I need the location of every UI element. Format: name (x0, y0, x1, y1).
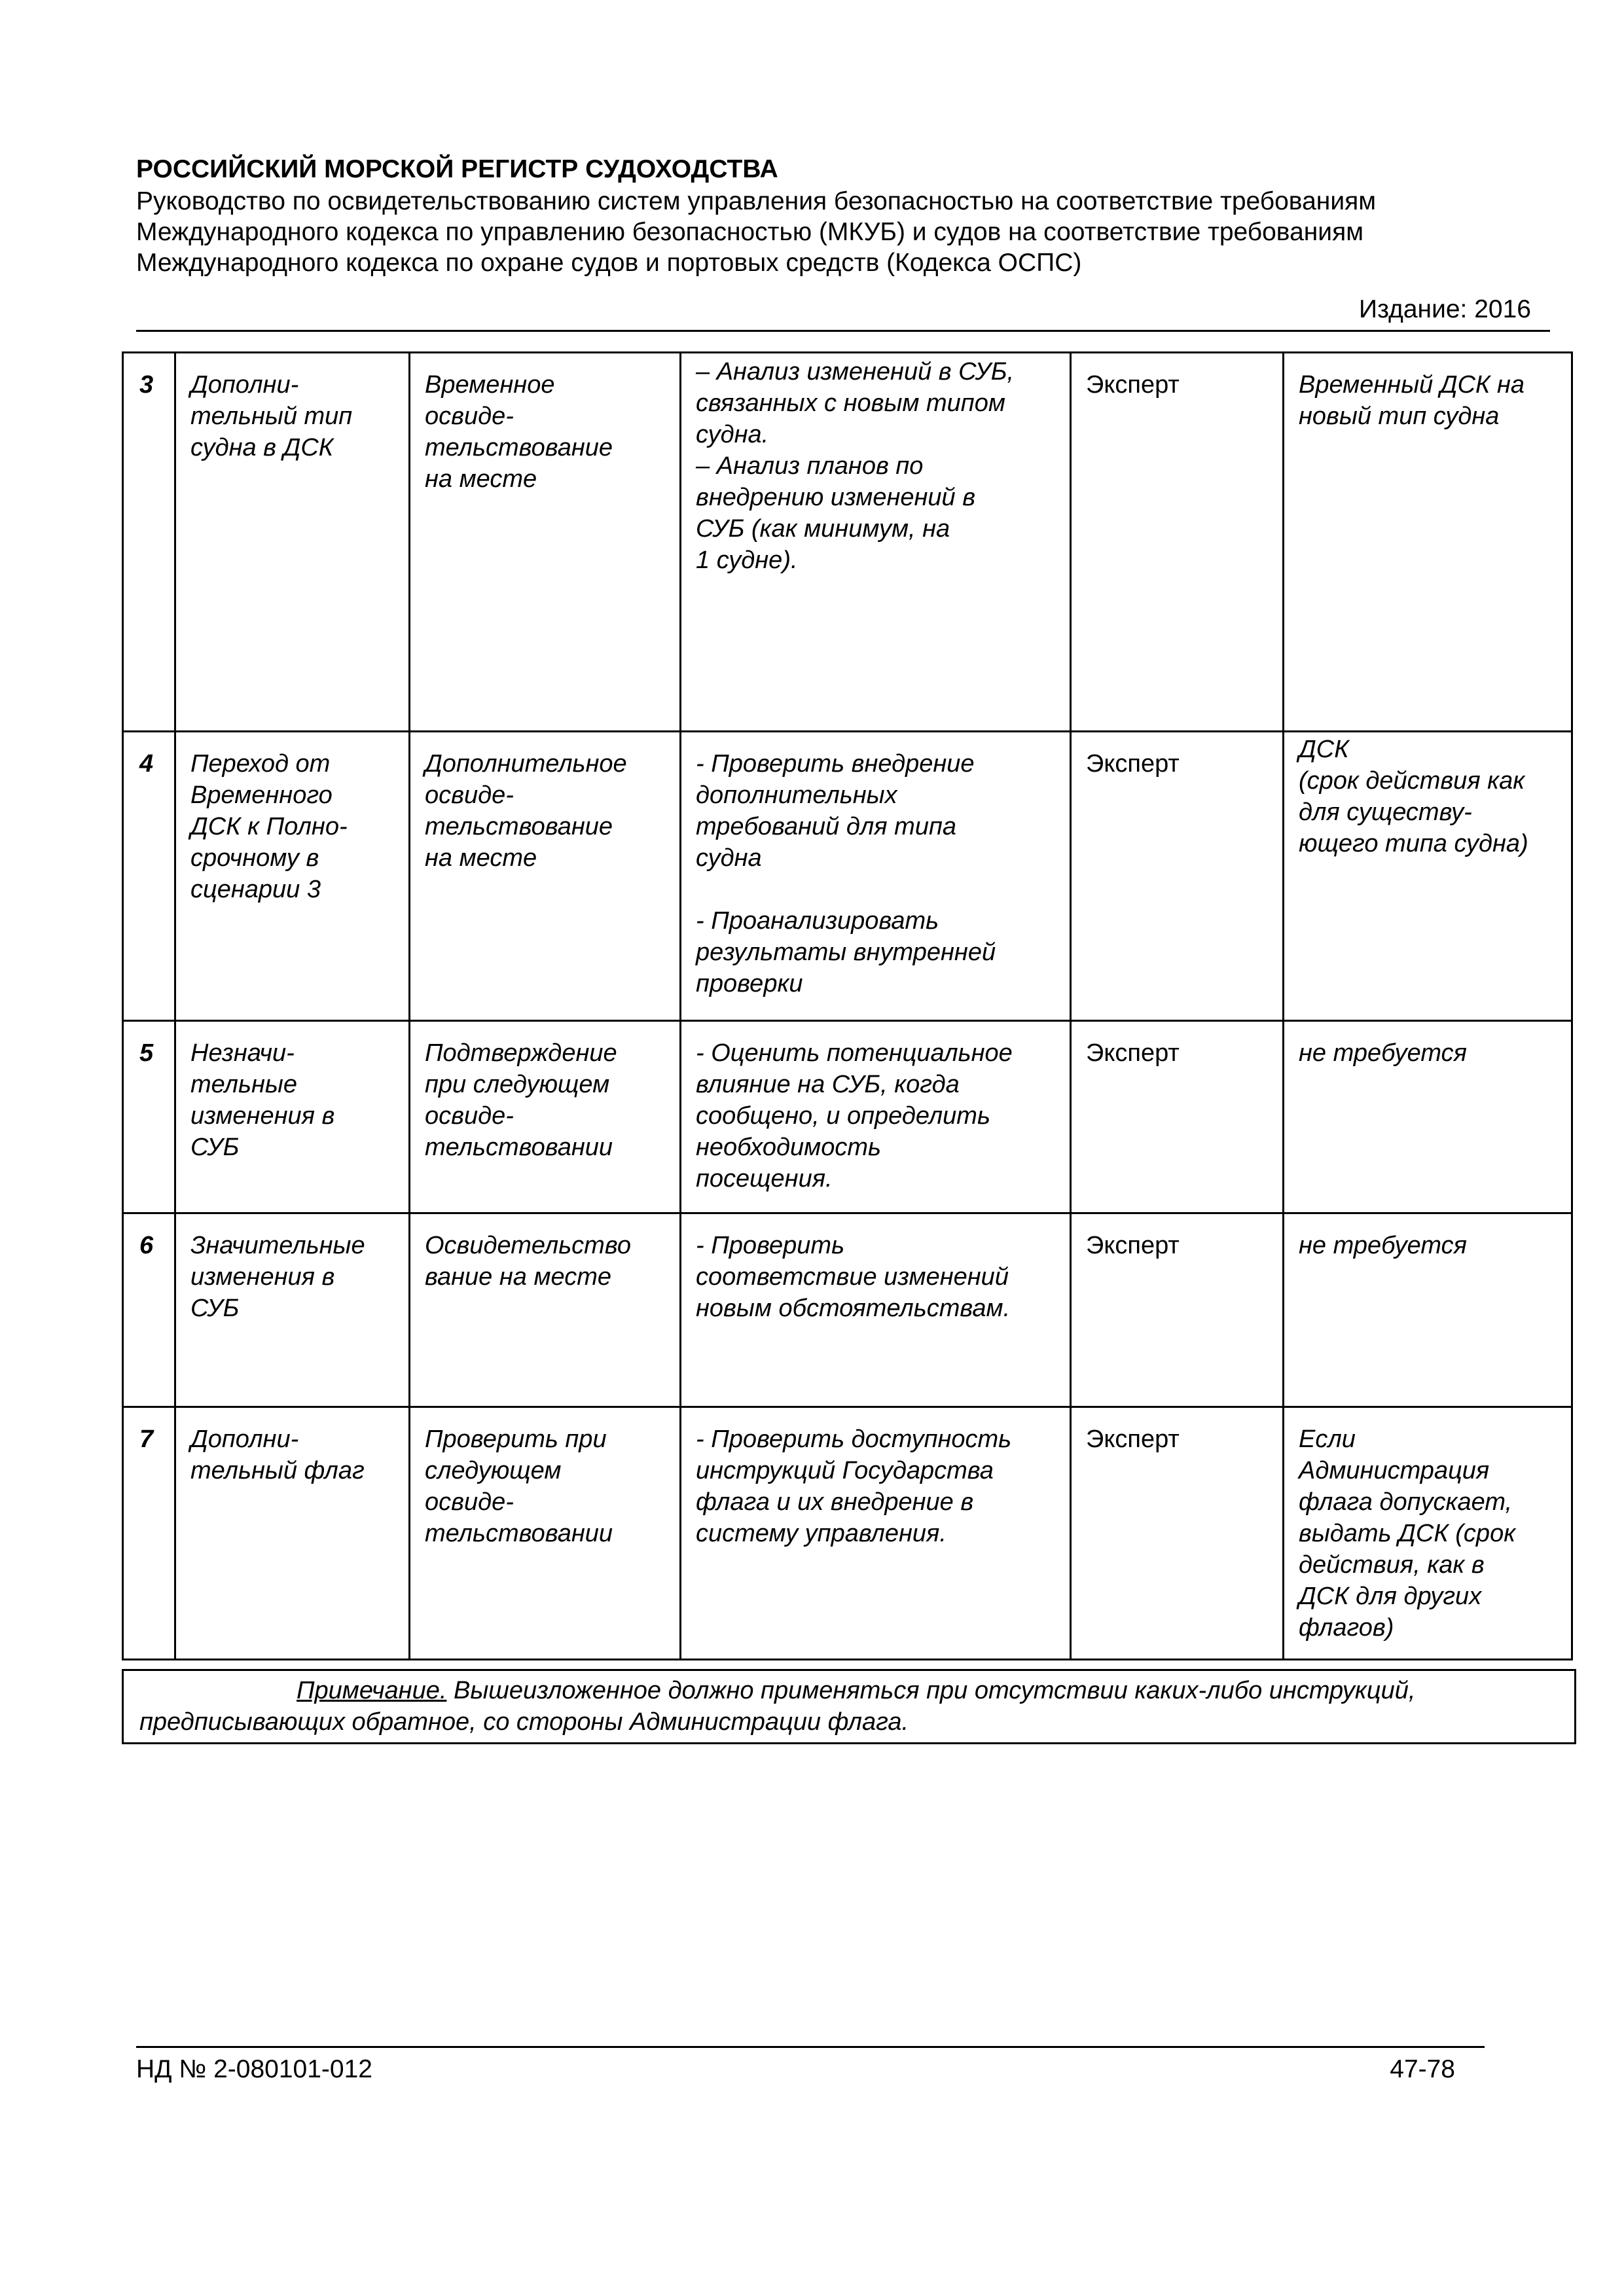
row-number: 4 (123, 732, 175, 1021)
change-cell: Незначи- тельные изменения в СУБ (175, 1021, 410, 1213)
header-rule (136, 330, 1550, 332)
footer-rule (136, 2046, 1485, 2048)
document-header (136, 154, 1543, 278)
action-cell: Дополнительное освиде- тельствование на месте (410, 732, 681, 1021)
page-number: 47-78 (1390, 2055, 1455, 2083)
table-row (123, 1407, 1572, 1660)
organization-name: РОССИЙСКИЙ МОРСКОЙ РЕГИСТР СУДОХОДСТВА (136, 155, 778, 183)
performer-cell: Эксперт (1071, 1407, 1284, 1660)
result-cell: Временный ДСК на новый тип судна (1284, 353, 1572, 732)
row-number: 3 (123, 353, 175, 732)
action-cell: Проверить при следующем освиде- тельствовании (410, 1407, 681, 1660)
scope-cell: - Оценить потенциальное влияние на СУБ, когда сообщено, и определить необходимость посещения. (681, 1021, 1071, 1213)
performer-cell: Эксперт (1071, 1213, 1284, 1407)
change-cell: Переход от Временного ДСК к Полно- срочному в сценарии 3 (175, 732, 410, 1021)
change-cell: Дополни- тельный флаг (175, 1407, 410, 1660)
document-subtitle: Руководство по освидетельствованию систем управления безопасностью на соответствие требованиям Международного кодекса по управлению безопасностью (МКУБ) и судов на соответствие требованиям Международного кодекса по охране судов и портовых средств (Кодекса ОСПС) (136, 187, 1377, 277)
table-row (123, 1213, 1572, 1407)
action-cell: Подтверждение при следующем освиде- тельствовании (410, 1021, 681, 1213)
change-cell: Дополни- тельный тип судна в ДСК (175, 353, 410, 732)
row-number: 5 (123, 1021, 175, 1213)
note-box (122, 1669, 1576, 1744)
performer-cell: Эксперт (1071, 732, 1284, 1021)
action-cell: Временное освиде- тельствование на месте (410, 353, 681, 732)
result-cell: не требуется (1284, 1021, 1572, 1213)
edition-label: Издание: 2016 (1359, 295, 1531, 323)
document-number: НД № 2-080101-012 (136, 2055, 372, 2083)
table-row (123, 732, 1572, 1021)
scope-cell: - Проверить доступность инструкций Государства флага и их внедрение в систему управления. (681, 1407, 1071, 1660)
table-row (123, 353, 1572, 732)
change-cell: Значительные изменения в СУБ (175, 1213, 410, 1407)
row-number: 7 (123, 1407, 175, 1660)
action-cell: Освидетельство вание на месте (410, 1213, 681, 1407)
scope-cell: - Проверить внедрение дополнительных требований для типа судна - Проанализировать результаты внутренней проверки (681, 732, 1071, 1021)
performer-cell: Эксперт (1071, 353, 1284, 732)
result-cell: ДСК (срок действия как для существу- ющего типа судна) (1284, 732, 1572, 1021)
row-number: 6 (123, 1213, 175, 1407)
note-text: Вышеизложенное должно применяться при отсутствии каких-либо инструкций, предписывающих обратное, со стороны Администрации флага. (139, 1677, 1416, 1736)
scope-cell: - Проверить соответствие изменений новым обстоятельствам. (681, 1213, 1071, 1407)
changes-table (122, 351, 1573, 1660)
scope-cell: – Анализ изменений в СУБ, связанных с новым типом судна. – Анализ планов по внедрению изменений в СУБ (как минимум, на 1 судне). (681, 353, 1071, 732)
performer-cell: Эксперт (1071, 1021, 1284, 1213)
result-cell: Если Администрация флага допускает, выдать ДСК (срок действия, как в ДСК для других флагов) (1284, 1407, 1572, 1660)
table-row (123, 1021, 1572, 1213)
note-label: Примечание. (297, 1677, 447, 1704)
result-cell: не требуется (1284, 1213, 1572, 1407)
